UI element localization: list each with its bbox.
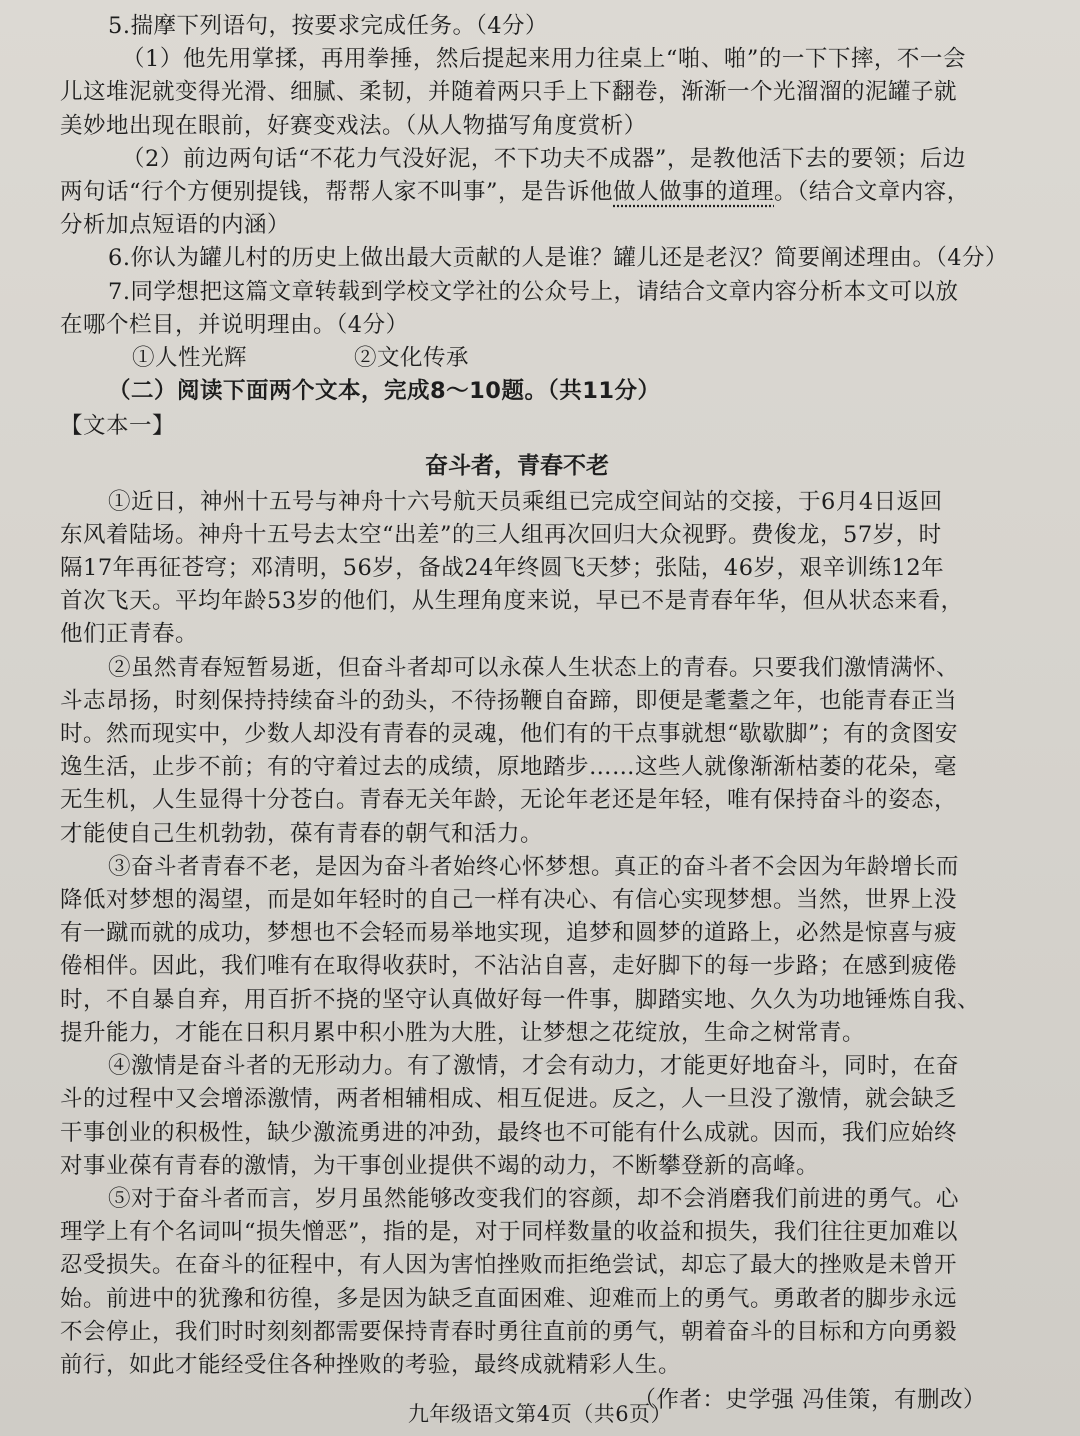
article-line: 对事业葆有青春的激情，为干事创业提供不竭的动力，不断攀登新的高峰。: [60, 1152, 820, 1179]
article-line: 斗的过程中又会增添激情，两者相辅相成、相互促进。反之，人一旦没了激情，就会缺乏: [60, 1086, 958, 1113]
article-line: 隔17年再征苍穹；邓清明，56岁，备战24年终圆飞天梦；张陆，46岁，艰辛训练12年: [60, 555, 945, 582]
q5-p2-line: 分析加点短语的内涵）: [60, 212, 291, 239]
q5-p2-line: [60, 176, 1004, 209]
q5-p2-text: 两句话“行个方便别提钱，帮帮人家不叫事”，是告诉他: [60, 179, 614, 206]
article-line: 干事创业的积极性，缺少激流勇进的冲劲，最终也不可能有什么成就。因而，我们应始终: [60, 1119, 958, 1146]
article-line: 有一蹴而就的成功，梦想也不会轻而易举地实现，追梦和圆梦的道路上，必然是惊喜与疲: [60, 920, 958, 947]
article-line: 倦相伴。因此，我们唯有在取得收获时，不沾沾自喜，走好脚下的每一步路；在感到疲倦: [60, 953, 958, 980]
q5-p2-text: 。（结合文章内容，: [774, 179, 970, 206]
article-line: 降低对梦想的渴望，而是如年轻时的自己一样有决心、有信心实现梦想。当然，世界上没: [60, 887, 958, 914]
article-line: 无生机，人生显得十分苍白。青春无关年龄，无论年老还是年轻，唯有保持奋斗的姿态，: [60, 787, 958, 814]
q7-stem: 在哪个栏目，并说明理由。（4分）: [60, 311, 409, 338]
q6-stem: 6.你认为罐儿村的历史上做出最大贡献的人是谁？罐儿还是老汉？简要阐述理由。（4分）: [108, 245, 1009, 272]
article-line: 始。前进中的犹豫和彷徨，多是因为缺乏直面困难、迎难而上的勇气。勇敢者的脚步永远: [60, 1285, 958, 1312]
section-heading: （二）阅读下面两个文本，完成8～10题。（共11分）: [108, 378, 661, 405]
article-line: ①近日，神州十五号与神舟十六号航天员乘组已完成空间站的交接，于6月4日返回: [108, 488, 943, 515]
article-line: ④激情是奋斗者的无形动力。有了激情，才会有动力，才能更好地奋斗，同时，在奋: [108, 1053, 960, 1080]
page-footer: 九年级语文第4页（共6页）: [407, 1402, 673, 1426]
article-line: ⑤对于奋斗者而言，岁月虽然能够改变我们的容颜，却不会消磨我们前进的勇气。心: [108, 1185, 960, 1212]
q7-stem: 7.同学想把这篇文章转载到学校文学社的公众号上，请结合文章内容分析本文可以放: [108, 278, 959, 305]
q7-choices: [60, 342, 1004, 375]
article-line: ③奋斗者青春不老，是因为奋斗者始终心怀梦想。真正的奋斗者不会因为年龄增长而: [108, 853, 960, 880]
choice-2: ②文化传承: [354, 345, 470, 372]
article-line: 斗志昂扬，时刻保持持续奋斗的劲头，不待扬鞭自奋蹄，即便是耄耋之年，也能青春正当: [60, 687, 958, 714]
article-line: 首次飞天。平均年龄53岁的他们，从生理角度来说，早已不是青春年华，但从状态来看，: [60, 588, 964, 615]
article-line: 时，不自暴自弃，用百折不挠的坚守认真做好每一件事，脚踏实地、久久为功地锤炼自我、: [60, 986, 981, 1013]
article-line: 理学上有个名词叫“损失憎恶”，指的是，对于同样数量的收益和损失，我们往往更加难以: [60, 1219, 959, 1246]
dotted-phrase: 做人做事的道理: [613, 179, 775, 206]
article-author: （作者：史学强 冯佳策，有删改）: [633, 1387, 986, 1414]
article-line: 不会停止，我们时时刻刻都需要保持青春时勇往直前的勇气，朝着奋斗的目标和方向勇毅: [60, 1318, 958, 1345]
text-tag: 【文本一】: [60, 413, 176, 440]
q5-p1-line: （1）他先用掌揉，再用拳捶，然后提起来用力往桌上“啪、啪”的一下下摔，不一会: [122, 46, 966, 73]
article-line: 才能使自己生机勃勃，葆有青春的朝气和活力。: [60, 820, 544, 847]
q5-stem: 5.揣摩下列语句，按要求完成任务。（4分）: [108, 13, 549, 39]
article-line: 东风着陆场。神舟十五号去太空“出差”的三人组再次回归大众视野。费俊龙，57岁，时: [60, 521, 942, 548]
q5-p2-line: （2）前边两句话“不花力气没好泥，不下功夫不成器”，是教他活下去的要领；后边: [122, 145, 966, 172]
choice-1: ①人性光辉: [132, 345, 248, 372]
article-title: 奋斗者，青春不老: [425, 452, 609, 479]
article-line: 逸生活，止步不前；有的守着过去的成绩，原地踏步……这些人就像渐渐枯萎的花朵，毫: [60, 754, 958, 781]
article-line: 他们正青春。: [60, 621, 199, 648]
article-line: ②虽然青春短暂易逝，但奋斗者却可以永葆人生状态上的青春。只要我们激情满怀、: [108, 654, 960, 681]
article-line: 忍受损失。在奋斗的征程中，有人因为害怕挫败而拒绝尝试，却忘了最大的挫败是未曾开: [60, 1252, 958, 1279]
article-line: 提升能力，才能在日积月累中积小胜为大胜，让梦想之花绽放，生命之树常青。: [60, 1019, 866, 1046]
article-line: 前行，如此才能经受住各种挫败的考验，最终成就精彩人生。: [60, 1351, 682, 1378]
q5-p1-line: 美妙地出现在眼前，好赛变戏法。（从人物描写角度赏析）: [60, 112, 647, 139]
q5-p1-line: 儿这堆泥就变得光滑、细腻、柔韧，并随着两只手上下翻卷，渐渐一个光溜溜的泥罐子就: [60, 79, 958, 106]
article-line: 时。然而现实中，少数人却没有青春的灵魂，他们有的干点事就想“歇歇脚”；有的贪图安: [60, 721, 959, 748]
